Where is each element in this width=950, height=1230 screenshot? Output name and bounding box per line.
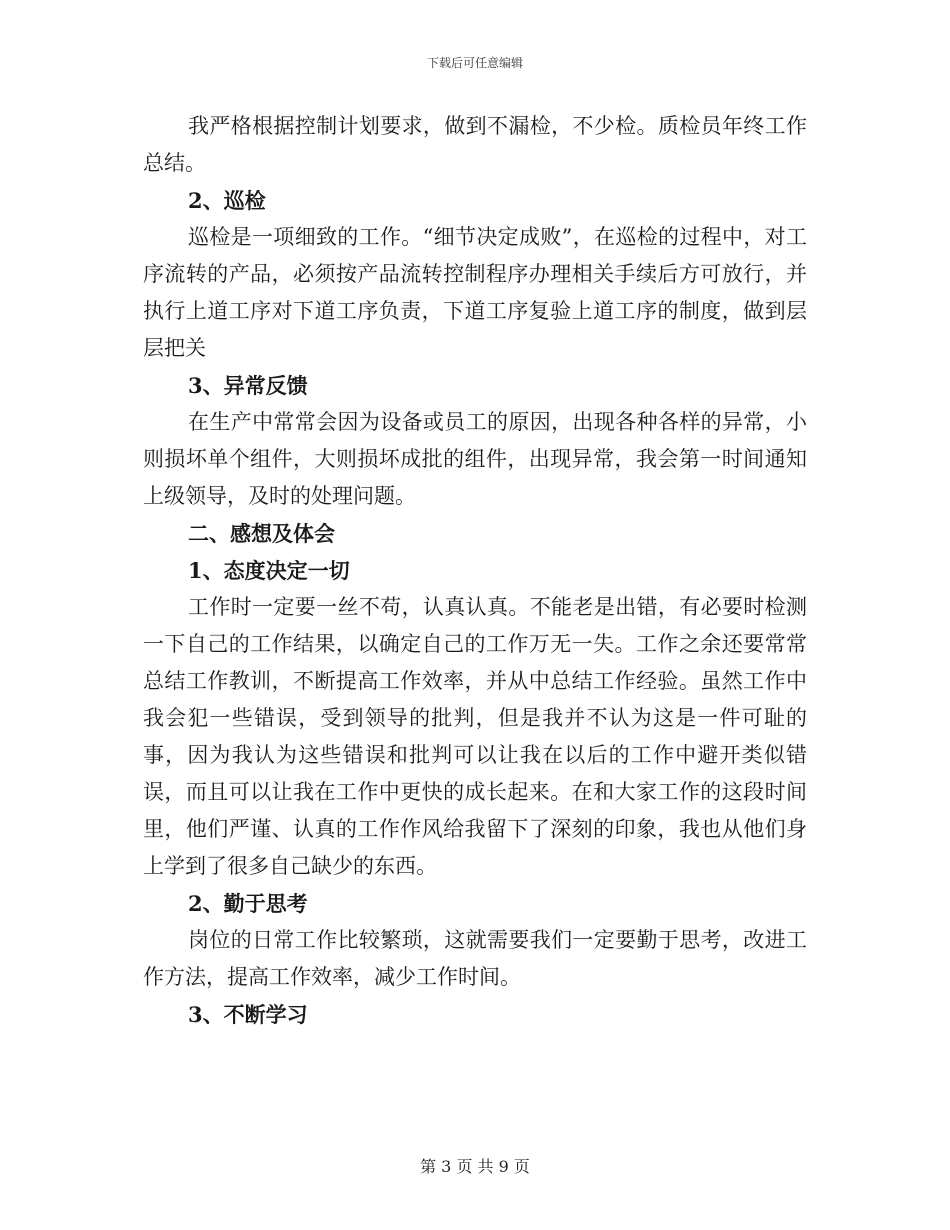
paragraph: 巡检是一项细致的工作。“细节决定成败”，在巡检的过程中，对工序流转的产品，必须按产品流转控制程序办理相关手续后方可放行，并执行上道工序对下道工序负责，下道工序复验上道工序的制度，做到层层把关 [143, 225, 807, 360]
section-heading: 1、态度决定一切 [188, 558, 350, 583]
header-note: 下载后可任意编辑 [426, 56, 523, 70]
section-heading: 二、感想及体会 [188, 521, 335, 546]
section-heading: 2、勤于思考 [188, 891, 308, 916]
paragraph: 工作时一定要一丝不苟，认真认真。不能老是出错，有必要时检测一下自己的工作结果，以确定自己的工作万无一失。工作之余还要常常总结工作教训，不断提高工作效率，并从中总结工作经验。虽然工作中我会犯一些错误，受到领导的批判，但是我并不认为这是一件可耻的事，因为我认为这些错误和批判可以让我在以后的工作中避开类似错误，而且可以让我在工作中更快的成长起来。在和大家工作的这段时间里，他们严谨、认真的工作作风给我留下了深刻的印象，我也从他们身上学到了很多自己缺少的东西。 [143, 595, 807, 878]
paragraph: 在生产中常常会因为设备或员工的原因，出现各种各样的异常，小则损坏单个组件，大则损坏成批的组件，出现异常，我会第一时间通知上级领导，及时的处理问题。 [143, 410, 807, 508]
paragraph: 我严格根据控制计划要求，做到不漏检，不少检。质检员年终工作总结。 [143, 114, 807, 175]
document-body [143, 108, 807, 1033]
page-number: 第 3 页 共 9 页 [420, 1157, 530, 1176]
paragraph: 岗位的日常工作比较繁琐，这就需要我们一定要勤于思考，改进工作方法，提高工作效率，减少工作时间。 [143, 928, 807, 989]
section-heading: 3、不断学习 [188, 1002, 308, 1027]
section-heading: 2、巡检 [188, 188, 266, 213]
section-heading: 3、异常反馈 [188, 373, 308, 398]
